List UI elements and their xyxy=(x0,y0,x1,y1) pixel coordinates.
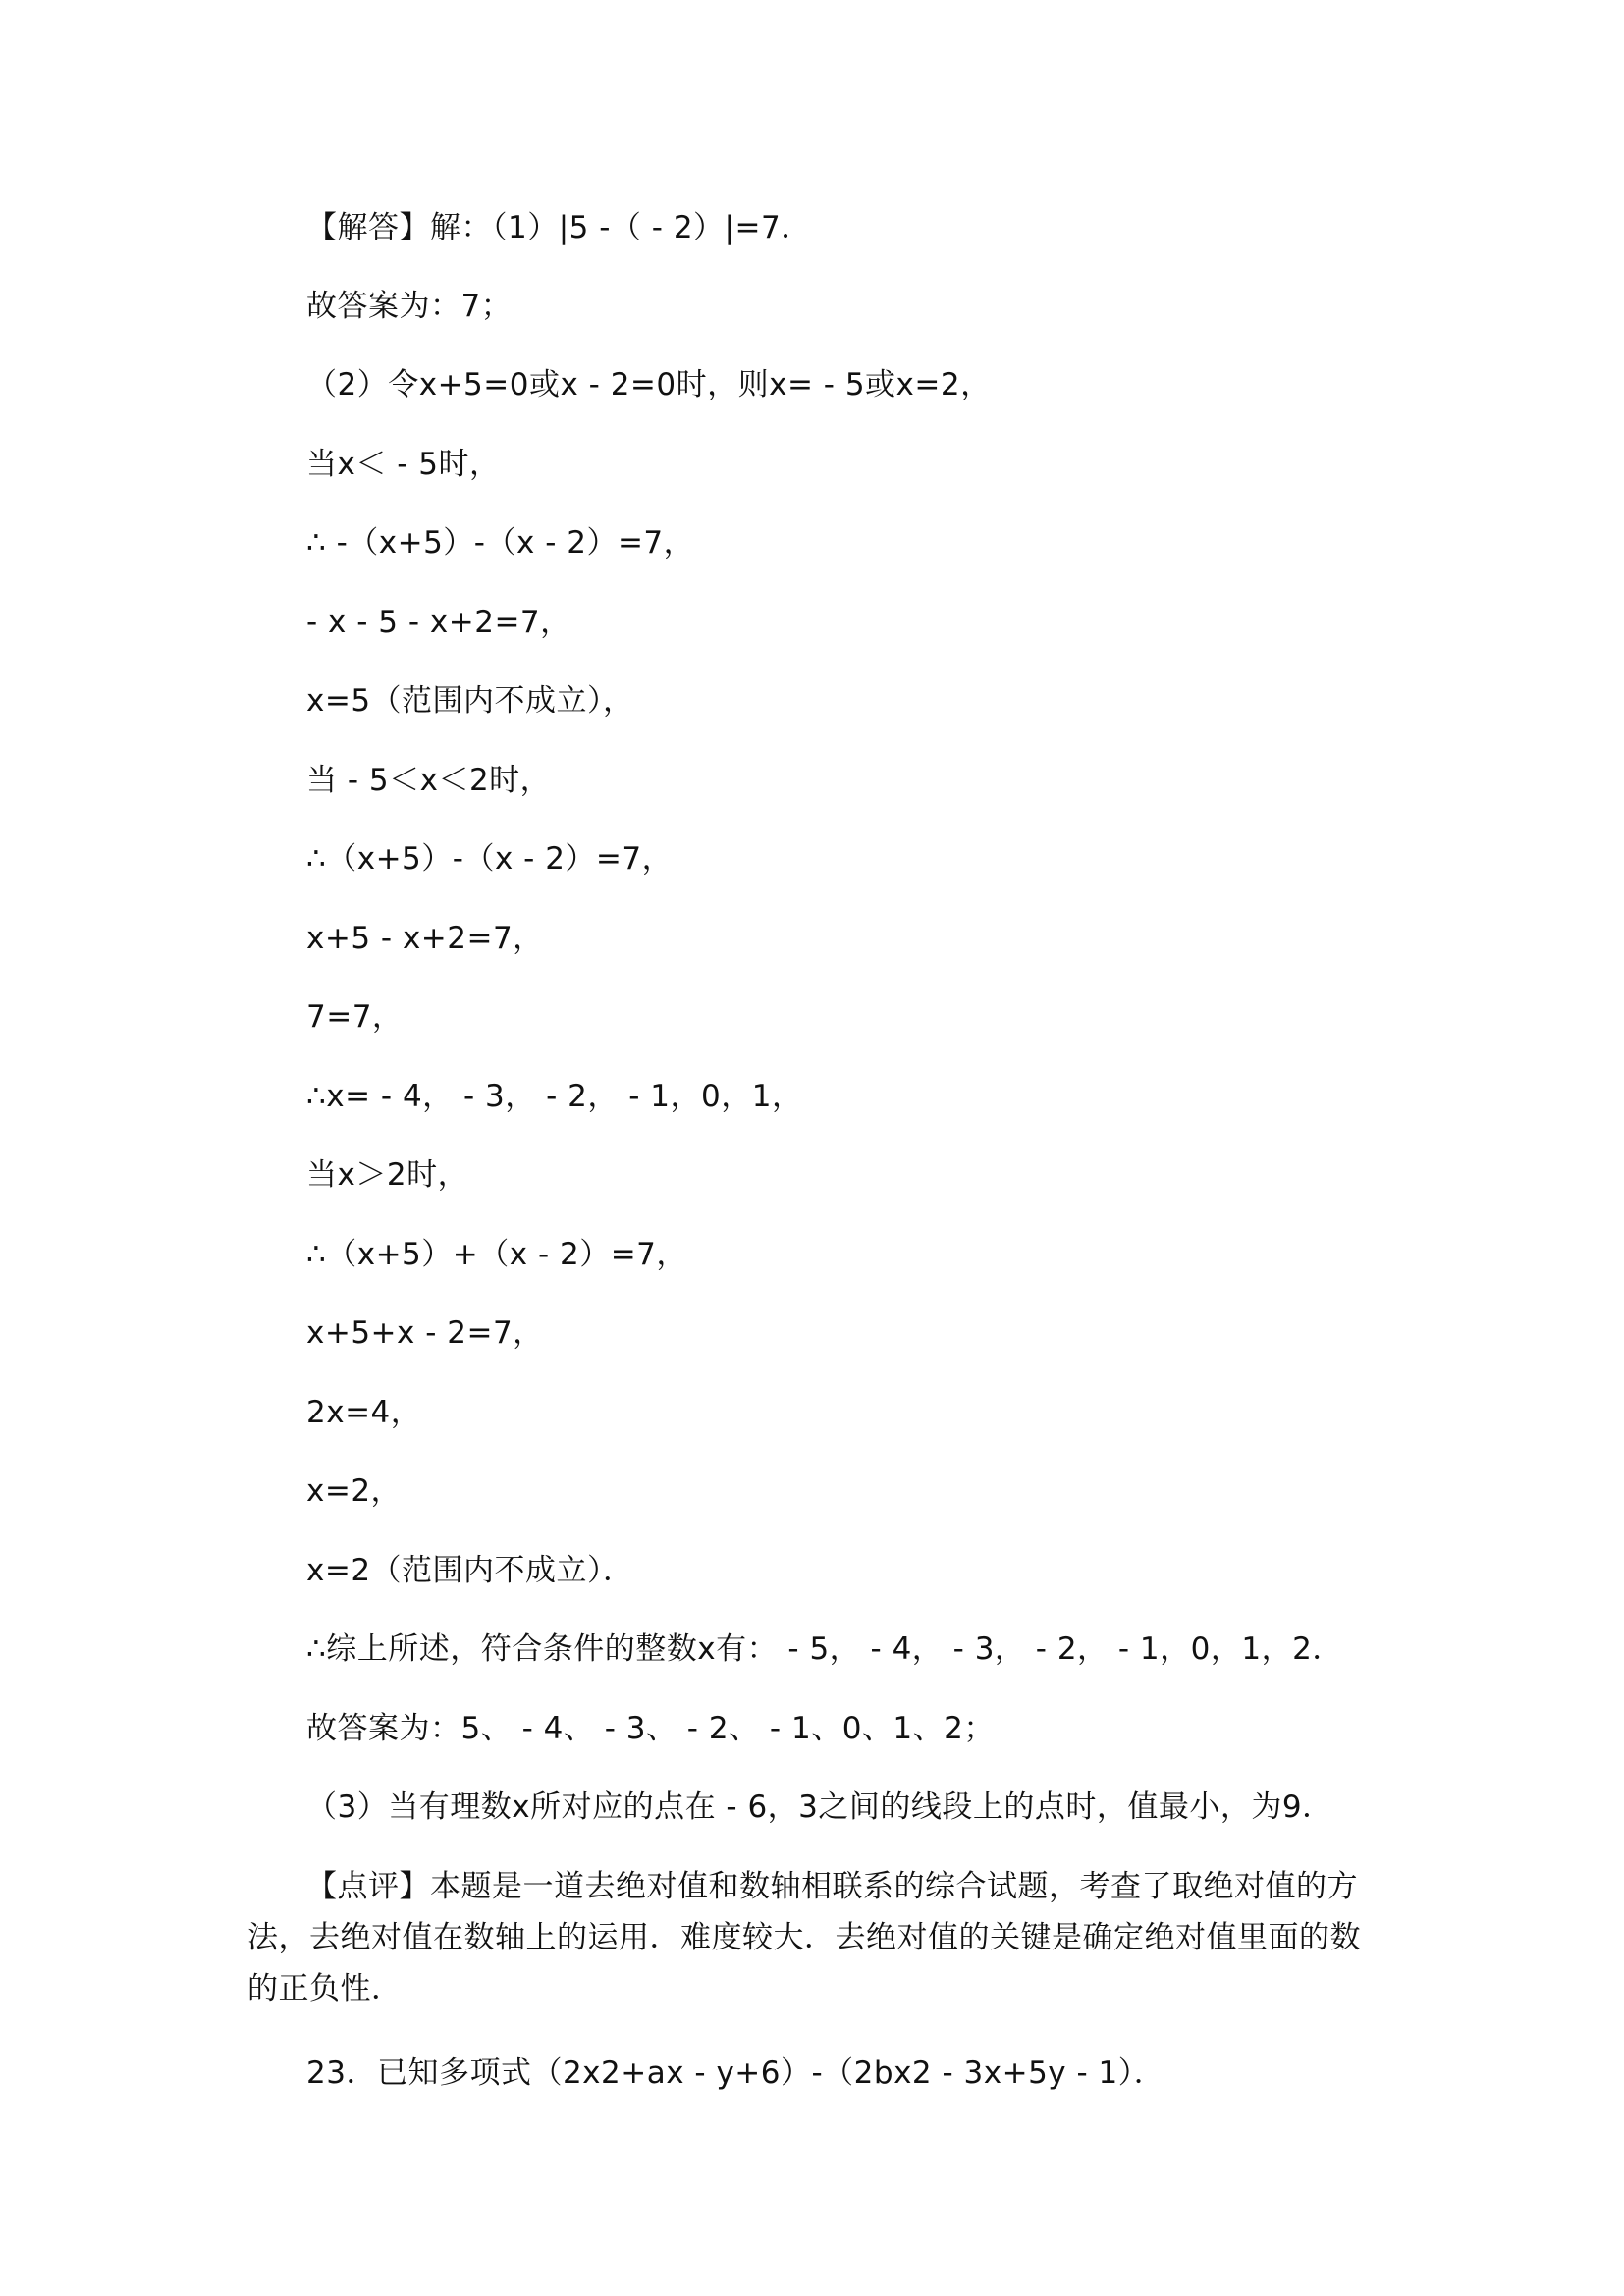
question-23: 23．已知多项式（2x2+ax - y+6）-（2bx2 - 3x+5y - 1）． xyxy=(306,2056,1165,2091)
solution-line-5: ∴ -（x+5）-（x - 2）=7， xyxy=(306,525,695,561)
solution-line-7: x=5（范围内不成立）， xyxy=(306,683,634,719)
solution-line-3: （2）令x+5=0或x - 2=0时，则x= - 5或x=2， xyxy=(306,367,992,402)
solution-line-1: 【解答】解：（1）|5 -（ - 2）|=7． xyxy=(306,210,812,245)
solution-line-21: （3）当有理数x所对应的点在 - 6，3之间的线段上的点时，值最小，为9． xyxy=(306,1789,1333,1825)
solution-line-20: 故答案为：5、 - 4、 - 3、 - 2、 - 1、0、1、2； xyxy=(306,1711,995,1746)
solution-line-13: 当x＞2时， xyxy=(306,1157,469,1193)
solution-line-19: ∴综上所述，符合条件的整数x有： - 5， - 4， - 3， - 2， - 1，0，1，2． xyxy=(306,1631,1343,1667)
solution-line-18: x=2（范围内不成立）． xyxy=(306,1553,634,1588)
solution-line-2: 故答案为：7； xyxy=(306,289,513,324)
solution-line-15: x+5+x - 2=7， xyxy=(306,1315,544,1351)
solution-line-10: x+5 - x+2=7， xyxy=(306,921,544,956)
solution-line-12: ∴x= - 4， - 3， - 2， - 1，0，1， xyxy=(306,1079,803,1114)
solution-line-11: 7=7， xyxy=(306,999,404,1035)
comment-paragraph: 【点评】本题是一道去绝对值和数轴相联系的综合试题，考查了取绝对值的方法，去绝对值在数轴上的运用．难度较大．去绝对值的关键是确定绝对值里面的数的正负性． xyxy=(247,1869,1361,2006)
solution-line-17: x=2， xyxy=(306,1473,403,1509)
solution-line-4: 当x＜ - 5时， xyxy=(306,447,501,482)
solution-line-9: ∴（x+5）-（x - 2）=7， xyxy=(306,841,674,877)
solution-line-6: - x - 5 - x+2=7， xyxy=(306,605,571,640)
solution-line-8: 当 - 5＜x＜2时， xyxy=(306,763,552,798)
solution-line-16: 2x=4， xyxy=(306,1395,422,1430)
solution-line-14: ∴（x+5）+（x - 2）=7， xyxy=(306,1237,687,1272)
